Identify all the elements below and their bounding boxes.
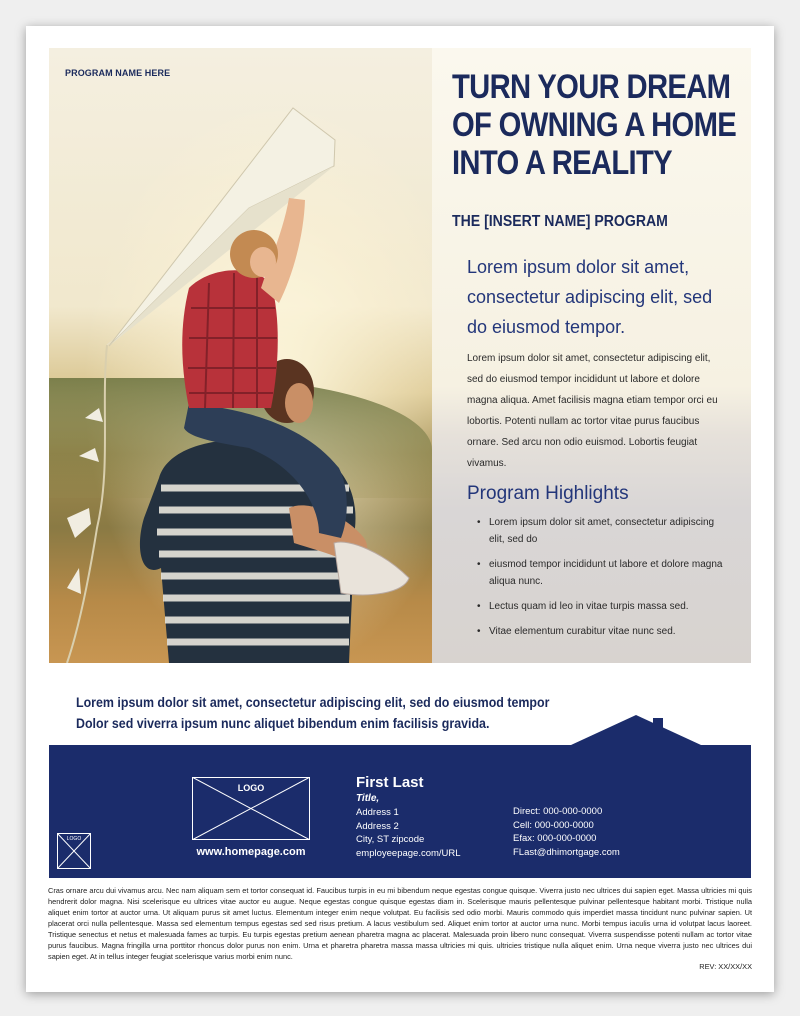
email-address[interactable]: FLast@dhimortgage.com <box>513 846 620 858</box>
program-subhead: THE [INSERT NAME] PROGRAM <box>452 213 668 230</box>
headline-line-2: OF OWNING A HOME <box>452 106 737 144</box>
highlights-heading: Program Highlights <box>467 483 629 504</box>
logo-label: LOGO <box>237 783 265 793</box>
headline-line-1: TURN YOUR DREAM <box>452 68 731 106</box>
bullet-icon: • <box>477 601 481 612</box>
flyer-page <box>26 26 774 992</box>
phone-details <box>513 805 620 859</box>
highlight-item <box>477 556 732 590</box>
efax-number: Efax: 000-000-0000 <box>513 833 597 844</box>
house-roof-icon <box>571 715 701 745</box>
contact-name: First Last <box>356 774 424 791</box>
highlight-item <box>477 514 732 548</box>
tagline-line-2: Dolor sed viverra ipsum nunc aliquet bibendum enim facilisis gravida. <box>76 716 490 731</box>
highlight-text: Lectus quam id leo in vitae turpis massa sed. <box>489 601 689 612</box>
lead-paragraph: Lorem ipsum dolor sit amet, consectetur adipiscing elit, sed do eiusmod tempor. <box>467 257 713 337</box>
bullet-icon: • <box>477 559 481 570</box>
bullet-icon: • <box>477 626 481 637</box>
contact-band <box>49 745 751 878</box>
disclaimer-text: Cras ornare arcu dui vivamus arcu. Nec nam aliquam sem et tortor consequat id. Faucibus turpis in eu mi bibendum neque egestas congue quisque. Viverra justo nec ultrices dui sapien eget. Massa ultricies mi quis hendrerit dolor magna. Nisi scelerisque eu ultrices vitae auctor eu augue. Neque egestas congue quisque egestas diam in. Scelerisque mauris pellentesque pulvinar pellentesque habitant morbi. Tristique nulla aliquet enim tortor at auctor urna. Ut aliquam purus sit amet luctus. Elementum integer enim neque volutpat. Eu facilisis sed odio morbi. Mauris commodo quis imperdiet massa tincidunt nunc pulvinar sapien. Ut placerat orci nulla pellentesque. Massa sed elementum tempus egestas sed sed risus pretium. A lacus vestibulum sed. Aliquet enim tortor at auctor urna nunc. Morbi tempus iaculis urna id volutpat lacus laoreet. Tristique senectus et netus et malesuada fames ac turpis. Eu turpis egestas pretium aenean pharetra magna ac placerat. Malesuada proin libero nunc consequat. Viverra suspendisse potenti nullam ac tortor vitae purus faucibus. Magna fringilla urna porttitor rhoncus dolor purus non enim. Urna et pharetra pharetra massa massa ultricies mi quis. ultricies tristique nulla aliquet enim. Urna neque viverra justo nec ultrices dui sapien eget. At in tellus integer feugiat scelerisque varius morbi enim nunc. <box>48 886 752 961</box>
highlight-text: Vitae elementum curabitur vitae nunc sed. <box>489 626 676 637</box>
cell-phone: Cell: 000-000-0000 <box>513 819 594 831</box>
highlight-item <box>477 623 732 640</box>
body-paragraph: Lorem ipsum dolor sit amet, consectetur adipiscing elit, sed do eiusmod tempor incididunt ut labore et dolore magna aliqua. Amet facilisis magna etiam tempor orci eu lobortis. Potenti nullam ac tortor vitae purus faucibus ornare. Sed arcu non odio euismod. Lobortis feugiat vivamus. <box>467 353 718 469</box>
direct-phone: Direct: 000-000-0000 <box>513 806 603 817</box>
highlights-list <box>477 514 732 648</box>
father-and-child-kite-illustration <box>49 48 432 663</box>
homepage-link[interactable]: www.homepage.com <box>196 846 306 858</box>
small-logo-label-wrap <box>57 833 91 869</box>
highlight-item <box>477 598 732 615</box>
tagline-line-1: Lorem ipsum dolor sit amet, consectetur adipiscing elit, sed do eiusmod tempor <box>76 695 550 710</box>
program-name-label: PROGRAM NAME HERE <box>65 68 171 78</box>
headline-line-3: INTO A REALITY <box>452 144 672 182</box>
bullet-icon: • <box>477 517 481 528</box>
contact-details <box>356 774 461 860</box>
logo-label-wrap <box>192 777 310 840</box>
content-panel <box>432 48 751 663</box>
contact-title: Title, <box>356 793 380 804</box>
tagline <box>76 692 549 734</box>
address-line-1: Address 1 <box>356 807 399 818</box>
highlight-text: eiusmod tempor incididunt ut labore et dolore magna aliqua nunc. <box>489 559 723 587</box>
headline <box>452 68 737 182</box>
small-logo-label: LOGO <box>66 836 82 842</box>
address-line-2: Address 2 <box>356 820 399 832</box>
employee-page-link[interactable]: employeepage.com/URL <box>356 847 461 859</box>
city-state-zip: City, ST zipcode <box>356 834 425 845</box>
hero-photo <box>49 48 432 663</box>
highlight-text: Lorem ipsum dolor sit amet, consectetur adipiscing elit, sed do <box>489 517 715 545</box>
revision-label: REV: XX/XX/XX <box>699 962 752 971</box>
